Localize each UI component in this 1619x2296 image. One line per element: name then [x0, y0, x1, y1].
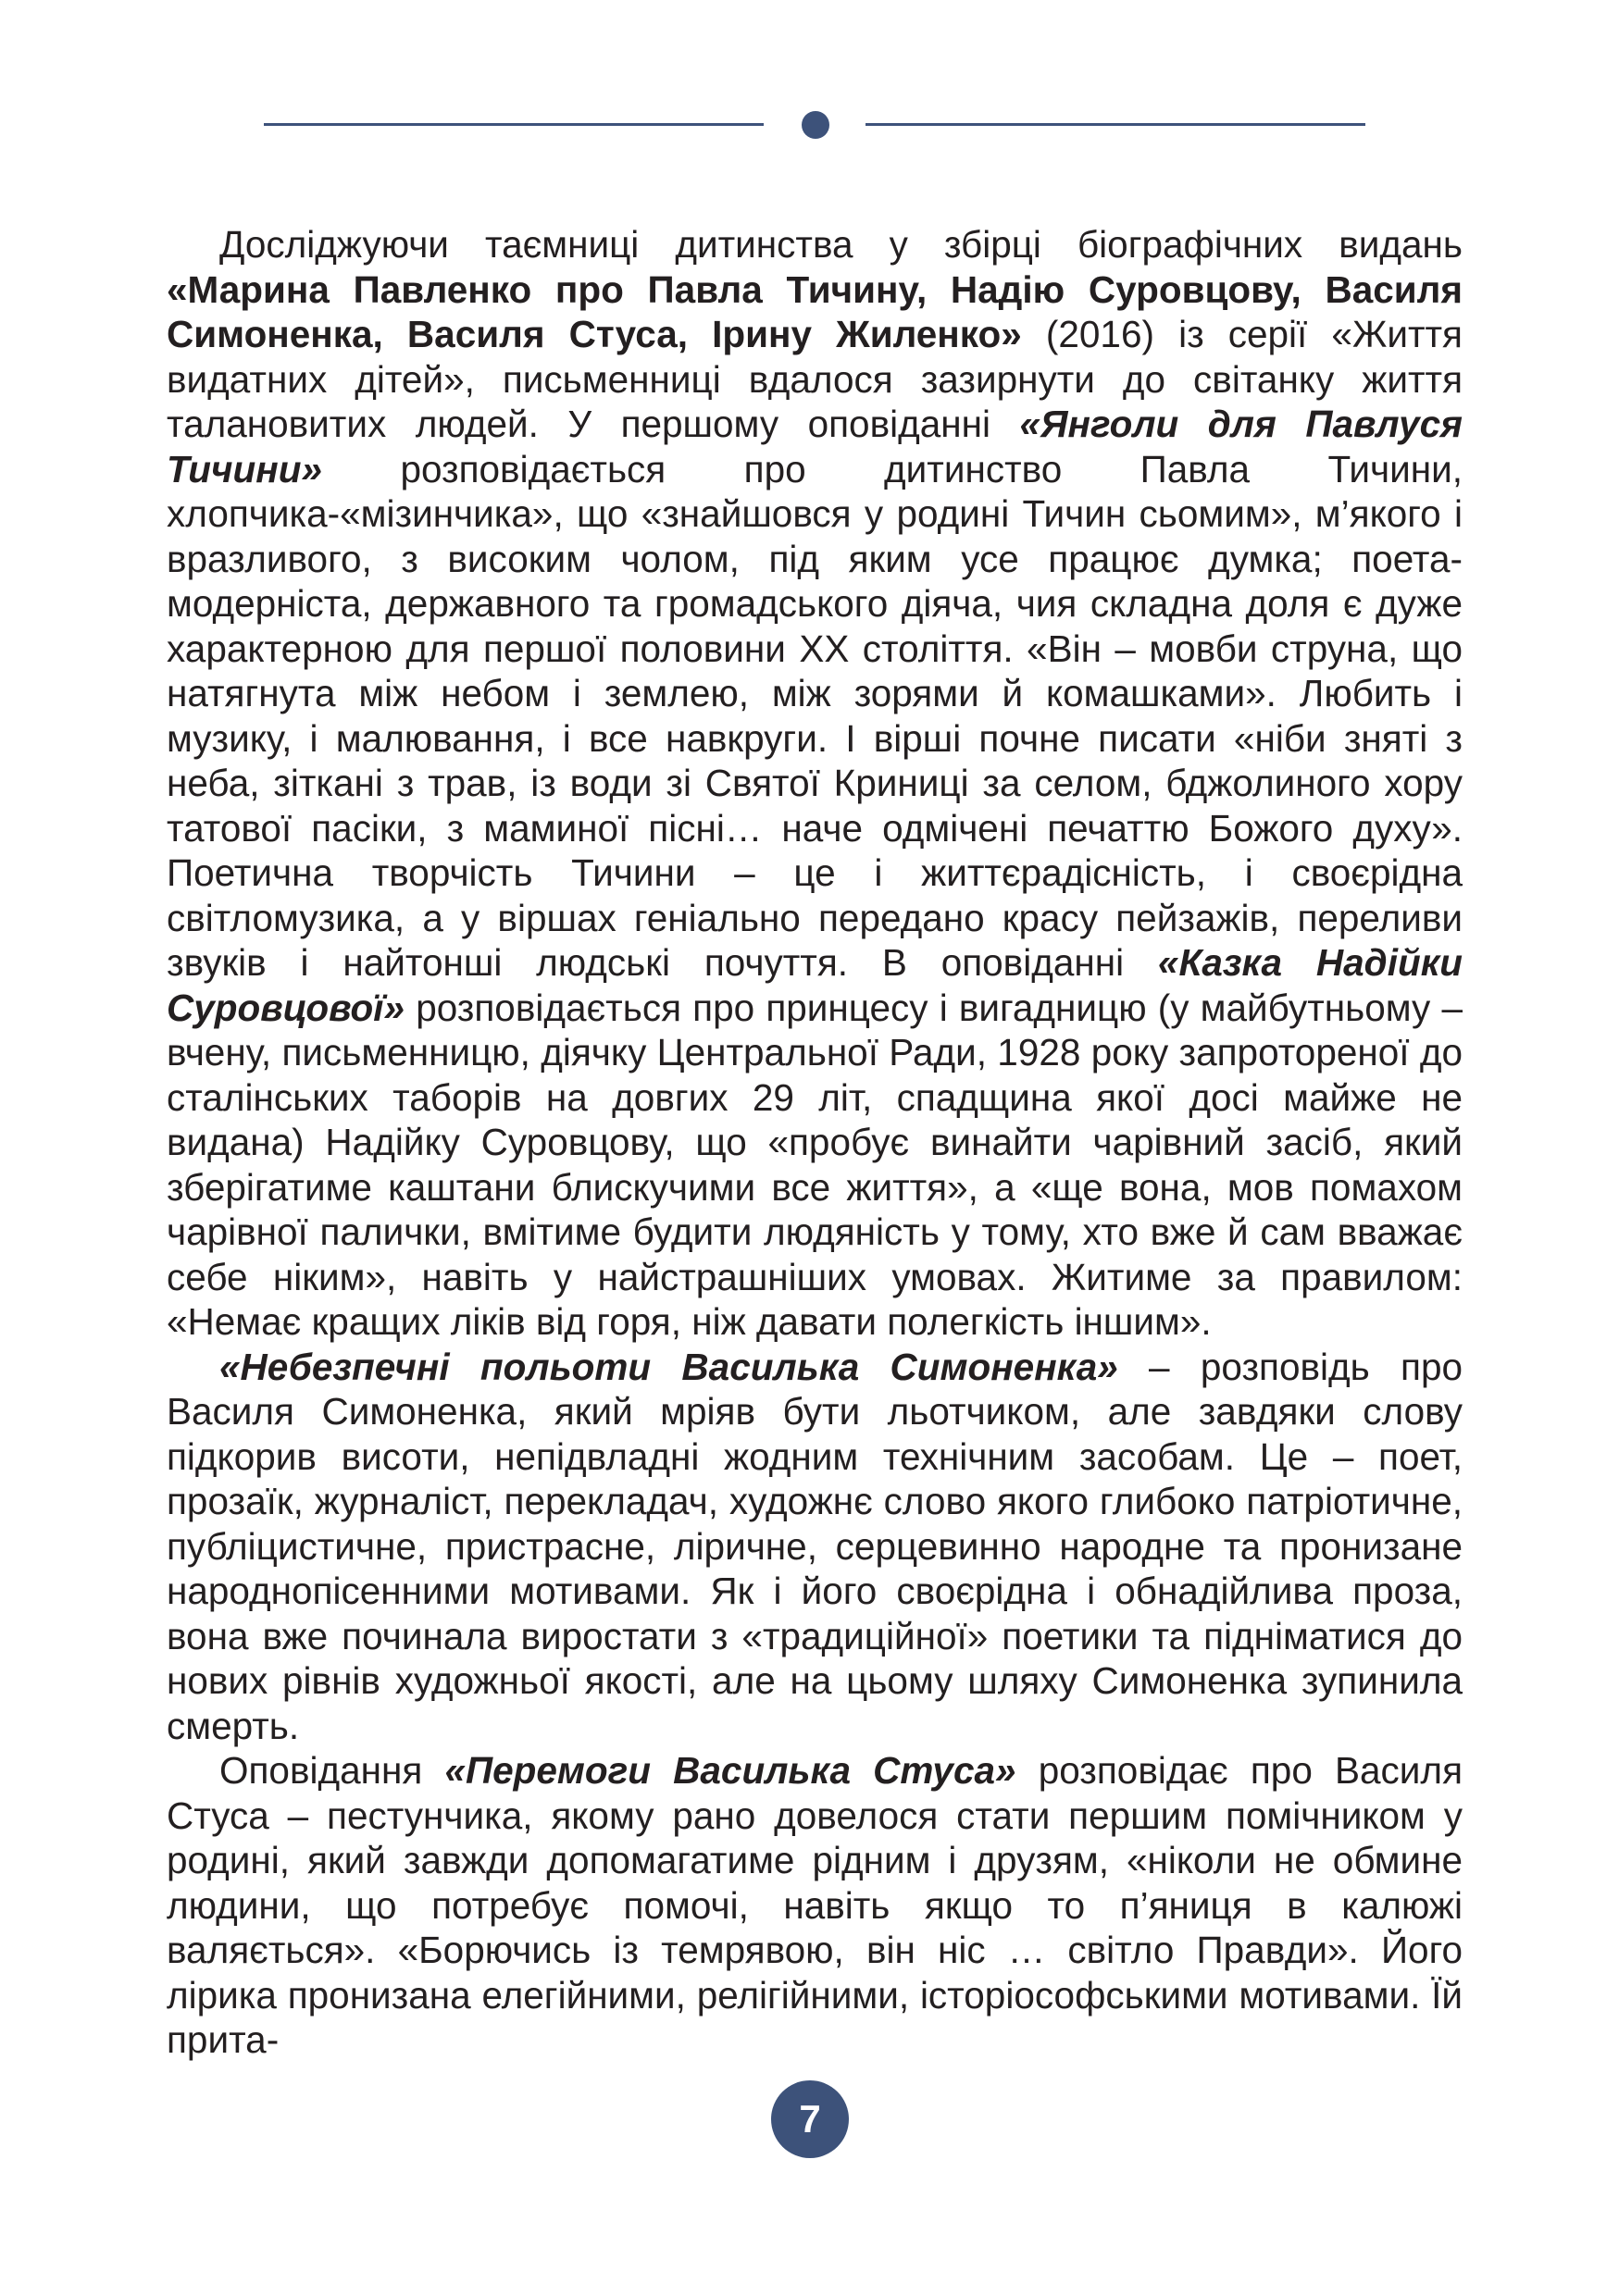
text-run: розповідається про дитинство Павла Тичини, хлопчика-«мізинчика», що «знайшовся у родині Тичин сьомим», м’якого і вразливого, з високим чолом, під яким усе працює думка; поета-модерніста, державного та громадського діяча, чия складна доля є дуже характерною для першої половини ХХ століття. «Він – мовби струна, що натягнута між небом і землею, між зорями й комашками». Любить і музику, і малювання, і все навкруги. І вірші почне писати «ніби зняті з неба, зіткані з трав, із води зі Святої Криниці за селом, бджолиного хору татової пасіки, з маминої пісні… наче одмічені печаттю Божого духу». Поетична творчість Тичини – це і життєрадісність, і своєрідна світломузика, а у віршах геніально передано красу пейзажів, переливи звуків і найтонші людські почуття. В оповіданні [167, 447, 1463, 984]
text-run: – розповідь про Василя Симоненка, який мріяв бути льотчиком, але завдяки слову підкорив висоти, непідвладні жодним технічним засобам. Це – поет, прозаїк, журналіст, перекладач, художнє слово якого глибоко патріотичне, публіцистичне, пристрасне, ліричне, серцевинно народне та пронизане народнопісенними мотивами. Як і його своєрідна і обнадійлива проза, вона вже починала виростати з «традиційної» поетики та підніматися до нових рівнів художньої якості, але на цьому шляху Симоненка зупинила смерть. [167, 1345, 1463, 1747]
text-run: (2016) із серії «Життя видатних дітей», письменниці вдалося зазирнути до світанку життя талановитих людей. У першому оповіданні [167, 313, 1463, 445]
ornament-dot [802, 111, 829, 139]
book-title: «Марина Павленко про Павла Тичину, Надію Суровцову, Василя Симоненка, Василя Стуса, Ірину Жиленко» [167, 267, 1463, 355]
story-title: «Янголи для Павлуся Тичини» [167, 403, 1463, 490]
text-run: Оповідання [219, 1749, 445, 1792]
text-run: Досліджуючи таємниці дитинства у збірці біографічних видань [219, 223, 1463, 266]
paragraph-3 [167, 1748, 1463, 2063]
page-body [167, 222, 1463, 2063]
page-number: 7 [771, 2080, 849, 2158]
header-ornament [264, 111, 1365, 139]
paragraph-2 [167, 1345, 1463, 1749]
paragraph-1 [167, 222, 1463, 1345]
story-title: «Перемоги Василька Стуса» [444, 1749, 1016, 1792]
story-title: «Небезпечні польоти Василька Симоненка» [219, 1345, 1118, 1388]
ornament-line-right [866, 123, 1365, 126]
ornament-line-left [264, 123, 764, 126]
story-title: «Казка Надійки Суровцової» [167, 941, 1463, 1029]
text-run: розповідає про Василя Стуса – пестунчика, якому рано довелося стати першим помічником у родині, який завжди допомагатиме рідним і друзям, «ніколи не обмине людини, що потребує помочі, навіть якщо то п’яниця в калюжі валяється». «Борючись із темрявою, він ніс … світло Правди». Його лірика пронизана елегійними, релігійними, історіософськими мотивами. Їй прита- [167, 1749, 1463, 2061]
text-run: розповідається про принцесу і вигадницю (у майбутньому – вчену, письменницю, діячку Центральної Ради, 1928 року запроторенoї до сталінських таборів на довгих 29 літ, спадщина якої досі майже не видана) Надійку Суровцову, що «пробує винайти чарівний засіб, який зберігатиме каштани блискучими все життя», а «ще вона, мов помахом чарівної палички, вмітиме будити людяність у тому, хто вже й сам вважає себе ніким», навіть у найстрашніших умовах. Житиме за правилом: «Немає кращих ліків від горя, ніж давати полегкість іншим». [167, 986, 1463, 1343]
